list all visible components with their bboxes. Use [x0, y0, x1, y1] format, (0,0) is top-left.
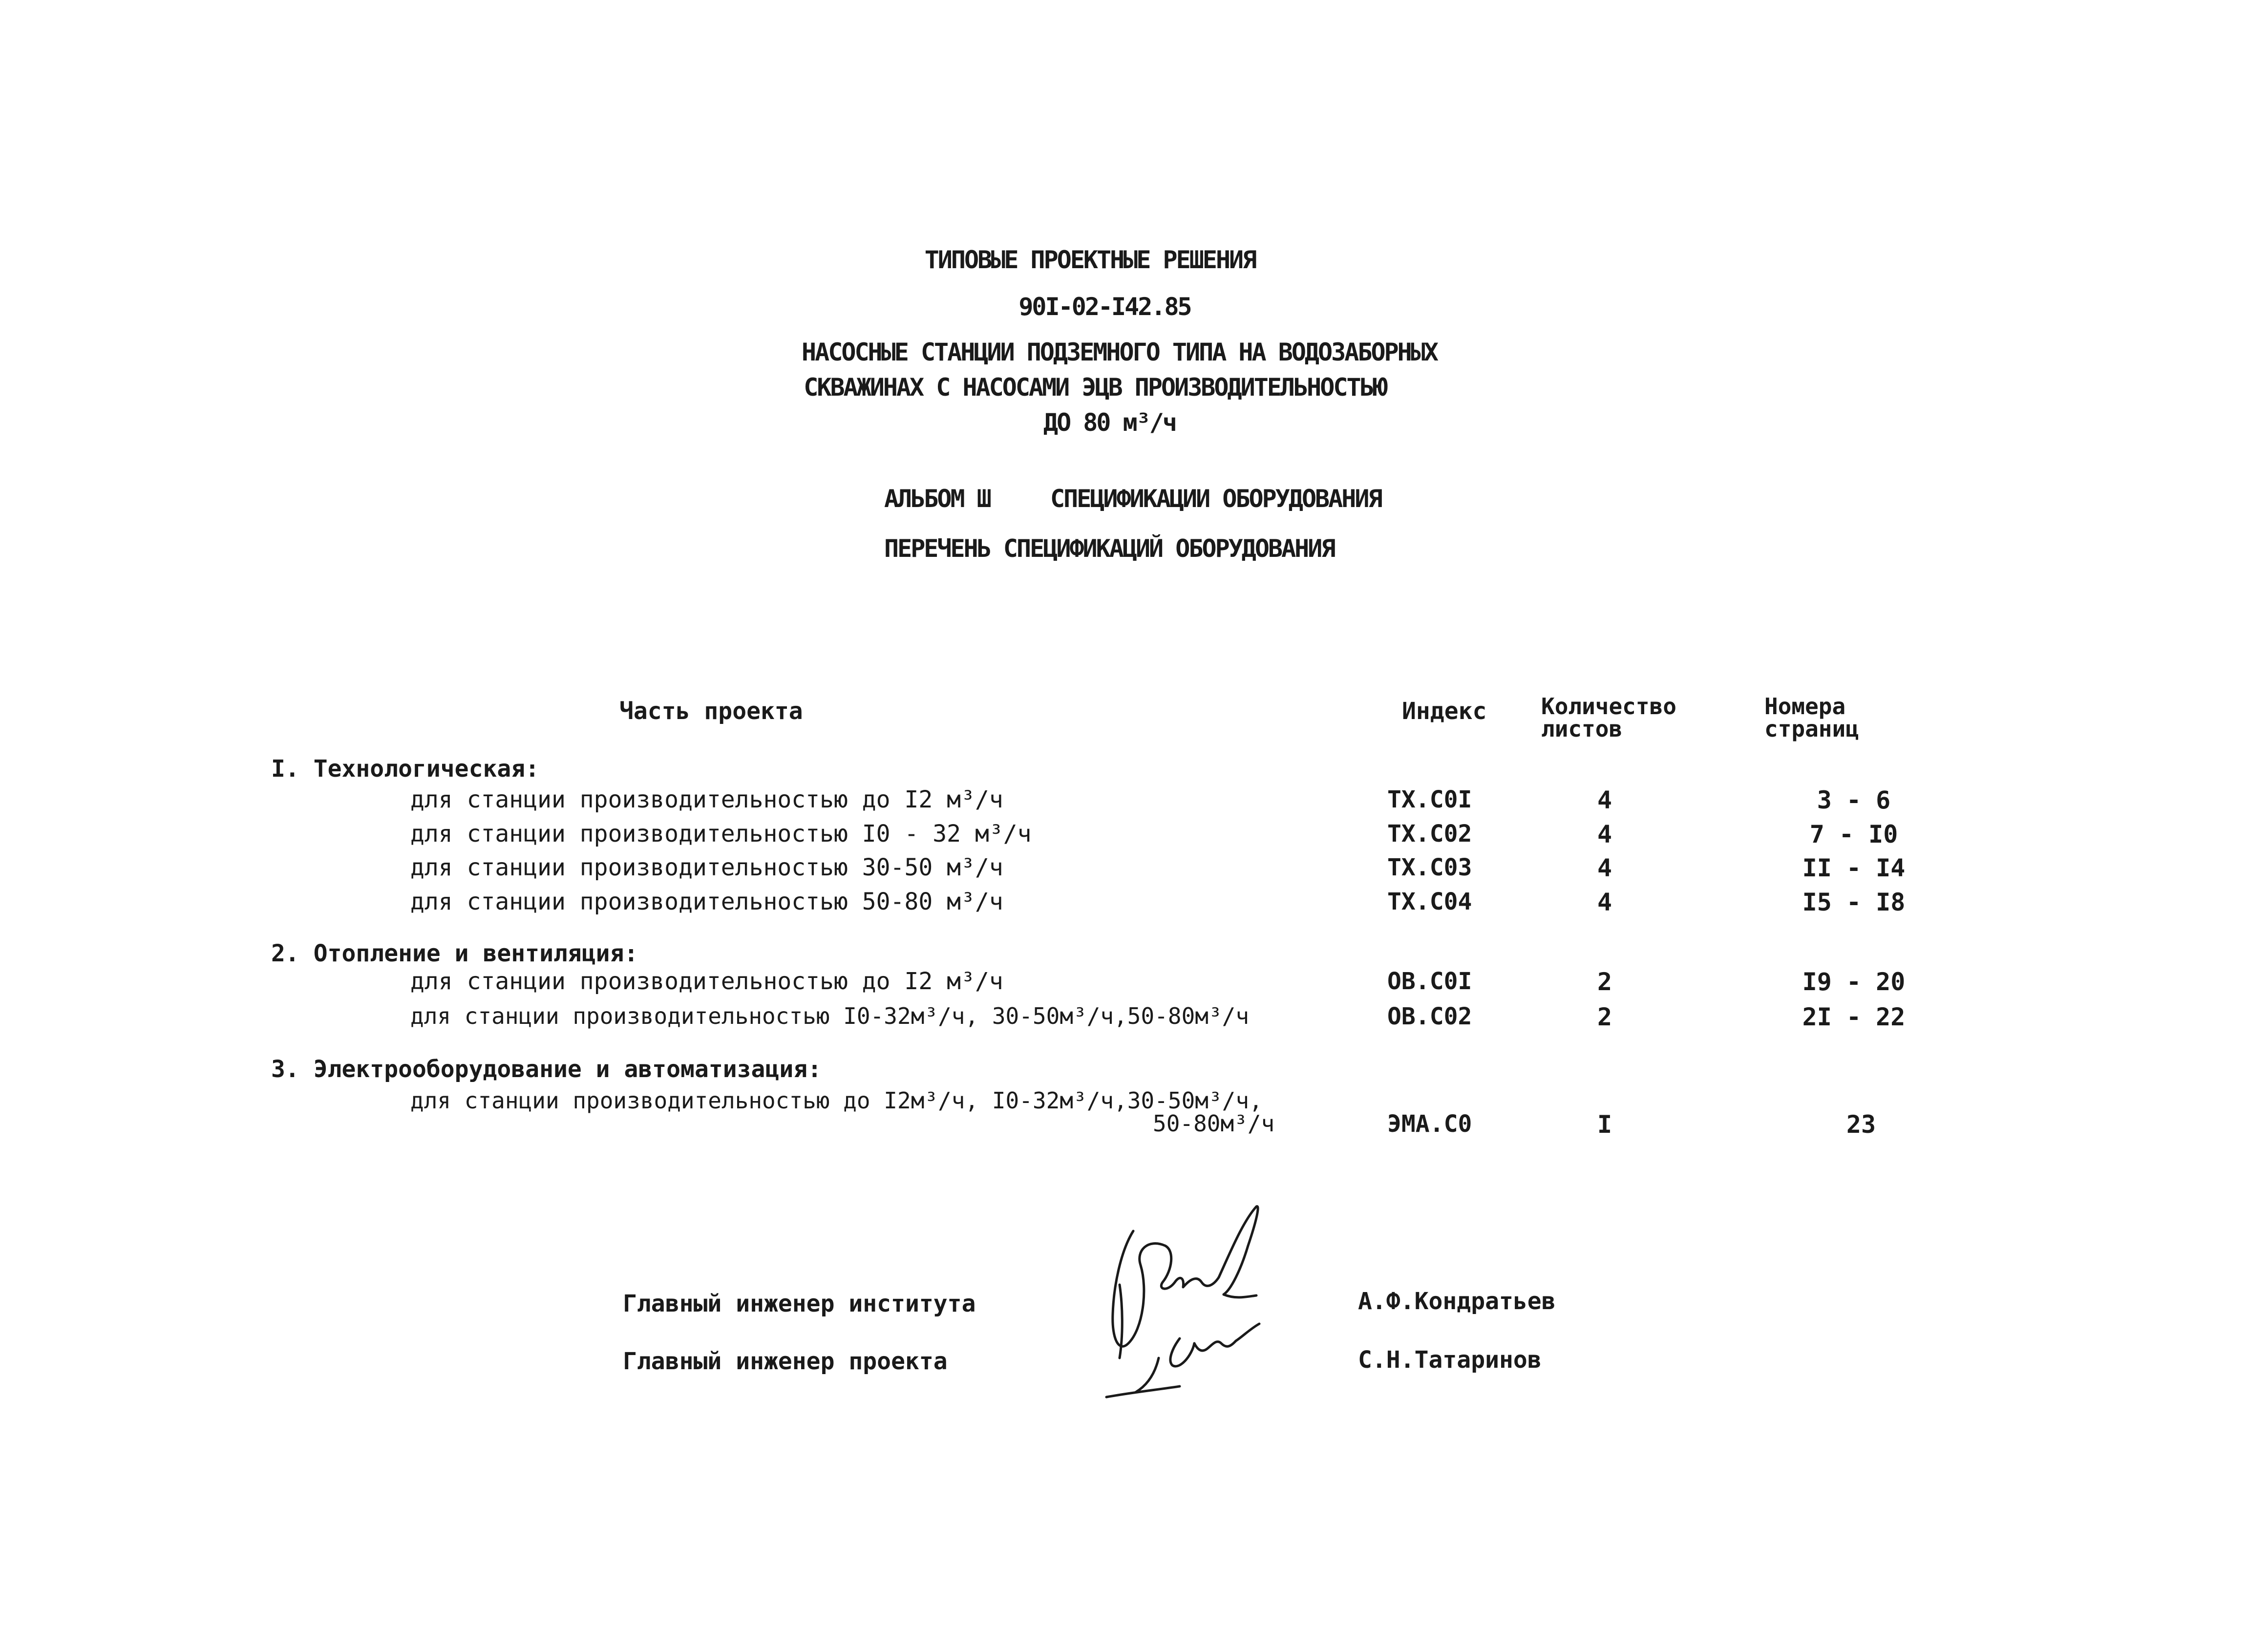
row-text: для станции производительностью до I2 м³/ч — [410, 968, 1003, 995]
col-header-pages-2: страниц — [1764, 716, 1859, 742]
col-header-part: Часть проекта — [619, 698, 803, 725]
row-count: 4 — [1597, 888, 1612, 916]
row-count: I — [1597, 1110, 1612, 1139]
doc-series-title: ТИПОВЫЕ ПРОЕКТНЫЕ РЕШЕНИЯ — [924, 246, 1256, 274]
section-title: 3. Электрооборудование и автоматизация: — [271, 1056, 822, 1083]
doc-title-line2: СКВАЖИНАХ С НАСОСАМИ ЭЦВ ПРОИЗВОДИТЕЛЬНОСТЬЮ — [804, 373, 1386, 402]
row-text: для станции производительностью до I2м³/ч, I0-32м³/ч,30-50м³/ч, — [410, 1087, 1263, 1114]
row-count: 4 — [1597, 786, 1612, 814]
col-header-count-2: листов — [1541, 716, 1623, 742]
row-index: ОВ.С0I — [1387, 968, 1472, 995]
row-pages: 7 - I0 — [1809, 820, 1898, 848]
row-text: для станции производительностью I0 - 32 м³/ч — [410, 820, 1032, 848]
col-header-count-1: Количество — [1541, 693, 1676, 720]
doc-title-line1: НАСОСНЫЕ СТАНЦИИ ПОДЗЕМНОГО ТИПА НА ВОДОЗАБОРНЫХ — [802, 338, 1437, 366]
section-title: I. Технологическая: — [271, 755, 540, 783]
album-label: АЛЬБОМ Ш — [884, 485, 990, 513]
row-pages: 23 — [1846, 1110, 1876, 1139]
signatory-role: Главный инженер института — [623, 1290, 976, 1317]
album-title: СПЕЦИФИКАЦИИ ОБОРУДОВАНИЯ — [1050, 485, 1381, 513]
handwritten-signature — [1075, 1192, 1299, 1407]
row-pages: 3 - 6 — [1817, 786, 1891, 814]
row-count: 4 — [1597, 820, 1612, 848]
col-header-index: Индекс — [1402, 698, 1487, 725]
row-index: ТХ.С04 — [1387, 888, 1472, 915]
signatory-name: С.Н.Татаринов — [1358, 1346, 1542, 1374]
row-pages: II - I4 — [1802, 854, 1906, 882]
row-pages: 2I - 22 — [1802, 1003, 1906, 1031]
row-index: ТХ.С0I — [1387, 786, 1472, 813]
doc-title-line3: ДО 80 м³/ч — [1043, 408, 1176, 437]
row-index: ТХ.С02 — [1387, 820, 1472, 848]
row-text: для станции производительностью 30-50 м³/ч — [410, 854, 1003, 881]
row-count: 4 — [1597, 854, 1612, 882]
row-pages: I5 - I8 — [1802, 888, 1906, 916]
section-title: 2. Отопление и вентиляция: — [271, 940, 638, 967]
row-count: 2 — [1597, 968, 1612, 996]
row-index: ТХ.С03 — [1387, 854, 1472, 881]
row-text: для станции производительностью до I2 м³/ч — [410, 786, 1003, 813]
signatory-role: Главный инженер проекта — [623, 1348, 948, 1375]
row-index: ОВ.С02 — [1387, 1003, 1472, 1030]
row-pages: I9 - 20 — [1802, 968, 1906, 996]
row-count: 2 — [1597, 1003, 1612, 1031]
row-text-continued: 50-80м³/ч — [1153, 1110, 1275, 1137]
row-text: для станции производительностью I0-32м³/ч, 30-50м³/ч,50-80м³/ч — [410, 1003, 1250, 1029]
col-header-pages-1: Номера — [1764, 693, 1846, 720]
doc-code: 90I-02-I42.85 — [1018, 293, 1191, 321]
list-title: ПЕРЕЧЕНЬ СПЕЦИФИКАЦИЙ ОБОРУДОВАНИЯ — [884, 534, 1335, 563]
row-text: для станции производительностью 50-80 м³/ч — [410, 888, 1003, 915]
signatory-name: А.Ф.Кондратьев — [1358, 1288, 1556, 1315]
row-index: ЭМА.С0 — [1387, 1110, 1472, 1138]
